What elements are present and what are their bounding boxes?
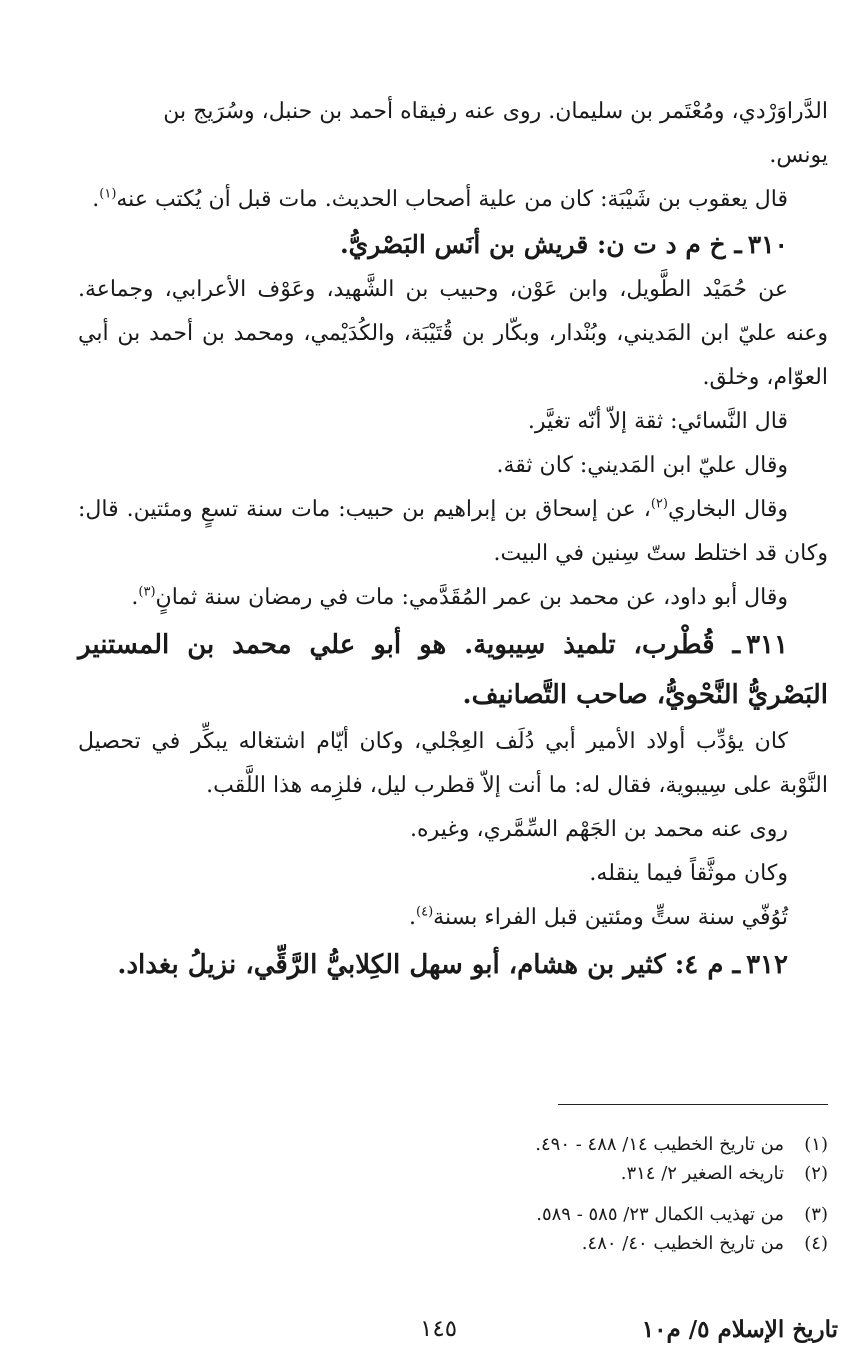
paragraph [78,488,828,576]
entry-title-text: ـ خ م د ت ن: قريش بن أنَس البَصْريُّ. [339,230,742,259]
footnote-text: تاريخه الصغير ٢/ ٣١٤. [620,1163,784,1184]
continuation-text: الدَّراوَرْدي، ومُعْتَمر بن سليمان. روى عنه رفيقاه أحمد بن حنبل، وسُرَيج بن [163,99,828,124]
page-number: ١٤٥ [420,1316,458,1342]
footnote-number: (٣) [804,1204,828,1225]
footnote-marker[interactable]: (١) [99,186,117,202]
paragraph: قال النَّسائي: ثقة إلاّ أنّه تغيَّر. [527,409,788,434]
continuation-line [78,90,828,178]
footnotes-list [228,1130,828,1258]
footnote-number: (١) [804,1134,828,1155]
paragraph-text: تُوُفّي سنة ستٍّ ومئتين قبل الفراء بسنة [433,905,788,930]
footnote-text: من تاريخ الخطيب ١٤/ ٤٨٨ - ٤٩٠. [535,1134,784,1155]
paragraph: عن حُمَيْد الطَّويل، وابن عَوْن، وحبيب بن الشَّهيد، وعَوْف الأعرابي، وجماعة. وعنه عليّ ابن المَديني، وبُنْدار، وبكّار بن قُتَيْبَة، والكُدَيْمي، ومحمد بن أحمد بن أبي العوّام، وخلق. [78,277,828,390]
paragraph-end: . [409,905,417,930]
page-footer [0,1316,868,1356]
paragraph-end: . [92,187,100,212]
footnote-number: (٢) [804,1163,828,1184]
footnote-item [228,1130,828,1159]
paragraph-text: ، عن إسحاق بن إبراهيم بن حبيب: مات سنة تسعٍ ومئتين. قال: وكان قد اختلط ستّ سِنين في البيت. [78,497,828,566]
entry-heading-310 [78,222,828,268]
paragraph: وقال عليّ ابن المَديني: كان ثقة. [496,453,788,478]
book-reference: تاريخ الإسلام ٥/ م١٠ [641,1316,838,1343]
entry-number: ٣١٢ [746,950,788,980]
footnote-item [228,1159,828,1188]
paragraph [78,576,828,620]
paragraph [78,178,828,222]
paragraph [78,896,828,940]
footnote-text: من تاريخ الخطيب ٤٠/ ٤٨٠. [581,1233,784,1254]
footnote-text: من تهذيب الكمال ٢٣/ ٥٨٥ - ٥٨٩. [536,1204,784,1225]
entry-heading-311 [78,620,828,720]
paragraph-text: قال يعقوب بن شَيْبَة: كان من علية أصحاب الحديث. مات قبل أن يُكتب عنه [116,187,788,212]
entry-number: ٣١١ [746,630,788,660]
entry-heading-312 [78,940,828,990]
entry-title-text: ـ م ٤: كثير بن هشام، أبو سهل الكِلابيُّ الرَّقِّي، نزيلُ بغداد. [117,950,741,980]
entry-title-text: ـ قُطْرب، تلميذ سِيبوية. هو أبو علي محمد بن المستنير البَصْريُّ النَّحْويُّ، صاحب التَّصانيف. [78,630,828,710]
footnote-separator [558,1104,828,1105]
paragraph-end: . [131,585,139,610]
paragraph-text: وقال أبو داود، عن محمد بن عمر المُقَدَّمي: مات في رمضان سنة ثمانٍ [155,585,788,610]
paragraph-text: وقال البخاري [667,497,788,522]
main-text [78,90,828,990]
paragraph: وكان موثَّقاً فيما ينقله. [589,861,788,886]
footnote-item [228,1229,828,1258]
continuation-text-end: يونس. [769,143,828,168]
footnote-item [228,1200,828,1229]
footnote-marker[interactable]: (٤) [416,904,434,920]
footnote-marker[interactable]: (٢) [650,496,668,512]
entry-number: ٣١٠ [747,230,788,259]
footnote-marker[interactable]: (٣) [138,584,156,600]
paragraph: روى عنه محمد بن الجَهْم السِّمَّري، وغيره. [410,817,788,842]
paragraph: كان يؤدِّب أولاد الأمير أبي دُلَف العِجْلي، وكان أيّام اشتغاله يبكِّر في تحصيل النَّوْبة على سِيبوية، فقال له: ما أنت إلاّ قطرب ليل، فلزِمه هذا اللَّقب. [78,729,828,798]
footnote-number: (٤) [804,1233,828,1254]
